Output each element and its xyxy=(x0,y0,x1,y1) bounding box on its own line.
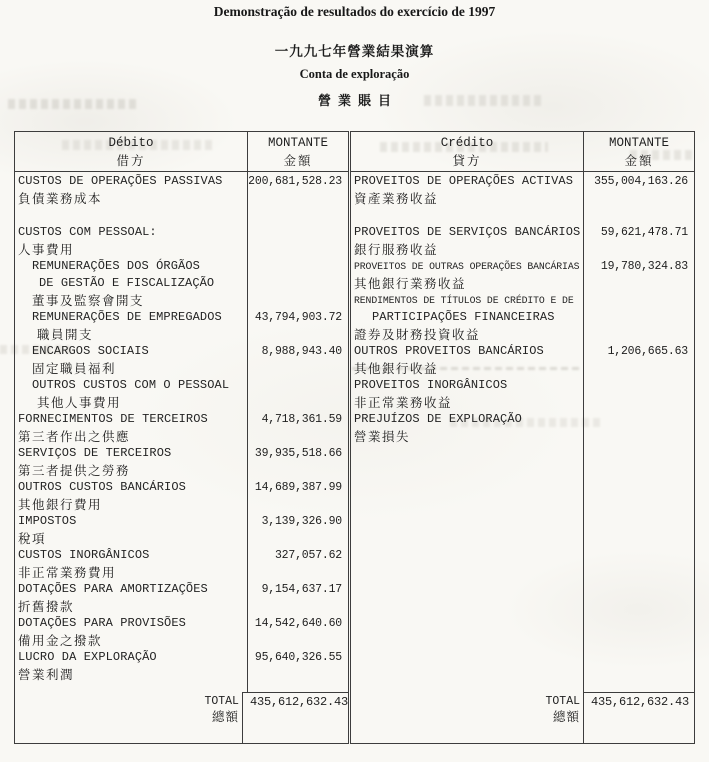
row-amount xyxy=(584,309,694,326)
row-amount: 39,935,518.66 xyxy=(254,447,342,460)
row-label: 其他銀行業務收益 xyxy=(354,276,467,291)
table-row xyxy=(15,479,348,496)
row-label: 職員開支 xyxy=(37,327,94,342)
credit-total-row xyxy=(351,692,694,743)
row-label: CUSTOS COM PESSOAL: xyxy=(18,225,157,239)
row-label: 非正常業務費用 xyxy=(18,565,117,580)
credit-amount-header-cell xyxy=(584,132,694,171)
row-amount xyxy=(584,326,694,343)
row-amount xyxy=(248,326,348,343)
row-label: RENDIMENTOS DE TÍTULOS DE CRÉDITO E DE xyxy=(354,295,574,306)
row-label: 董事及監察會開支 xyxy=(32,293,145,308)
row-amount: 8,988,943.40 xyxy=(261,345,342,358)
row-amount: 327,057.62 xyxy=(274,549,342,562)
row-label: OUTROS PROVEITOS BANCÁRIOS xyxy=(354,344,544,358)
credit-table xyxy=(350,131,695,744)
row-label: 營業損失 xyxy=(354,429,411,444)
row-amount xyxy=(248,360,348,377)
row-label: IMPOSTOS xyxy=(18,514,77,528)
table-row xyxy=(351,241,694,258)
table-row xyxy=(15,632,348,649)
row-amount: 19,780,324.83 xyxy=(600,260,688,273)
page-subtitle-portuguese: Conta de exploração xyxy=(299,67,410,81)
row-amount xyxy=(248,564,348,581)
table-row xyxy=(15,275,348,292)
table-row xyxy=(15,411,348,428)
table-row xyxy=(15,445,348,462)
row-amount: 1,206,665.63 xyxy=(607,345,688,358)
debit-total-row xyxy=(15,692,348,743)
row-amount xyxy=(584,394,694,411)
table-row xyxy=(15,394,348,411)
table-row xyxy=(15,615,348,632)
table-row xyxy=(351,258,694,275)
row-amount xyxy=(248,292,348,309)
table-row xyxy=(351,309,694,326)
debit-amount-header-pt: MONTANTE xyxy=(267,136,328,150)
row-amount xyxy=(248,224,348,241)
row-amount xyxy=(584,207,694,224)
row-label: OUTROS CUSTOS BANCÁRIOS xyxy=(18,480,186,494)
row-label: 其他人事費用 xyxy=(37,395,122,410)
credit-header-label-pt: Crédito xyxy=(440,136,494,150)
row-label: PROVEITOS DE OPERAÇÕES ACTIVAS xyxy=(354,174,574,188)
row-amount: 59,621,478.71 xyxy=(600,226,688,239)
operating-account-table xyxy=(14,131,695,744)
table-row xyxy=(351,326,694,343)
row-label xyxy=(351,207,584,224)
table-row xyxy=(15,666,348,683)
row-amount xyxy=(584,190,694,207)
row-label xyxy=(15,207,248,224)
row-amount xyxy=(248,632,348,649)
row-amount xyxy=(248,598,348,615)
credit-table-header xyxy=(351,132,694,172)
row-label: PROVEITOS INORGÂNICOS xyxy=(354,378,508,392)
row-label: ENCARGOS SOCIAIS xyxy=(32,344,149,358)
row-label: 營業利潤 xyxy=(18,667,75,682)
row-label: LUCRO DA EXPLORAÇÃO xyxy=(18,650,157,664)
row-label: CUSTOS INORGÂNICOS xyxy=(18,548,150,562)
row-label: PROVEITOS DE SERVIÇOS BANCÁRIOS xyxy=(354,225,581,239)
table-row xyxy=(351,411,694,428)
row-amount xyxy=(248,530,348,547)
row-label: 證券及財務投資收益 xyxy=(354,327,481,342)
row-amount xyxy=(248,666,348,683)
row-amount xyxy=(248,496,348,513)
table-row xyxy=(15,343,348,360)
row-label: 第三者作出之供應 xyxy=(18,429,131,444)
credit-total-label-pt: TOTAL xyxy=(545,695,580,708)
table-row xyxy=(15,547,348,564)
row-amount xyxy=(248,428,348,445)
row-amount xyxy=(248,190,348,207)
table-row xyxy=(15,581,348,598)
row-amount xyxy=(248,394,348,411)
row-label: PARTICIPAÇÕES FINANCEIRAS xyxy=(372,310,555,324)
row-label: PROVEITOS DE OUTRAS OPERAÇÕES BANCÁRIAS xyxy=(354,261,580,272)
table-row xyxy=(15,360,348,377)
row-label: DOTAÇÕES PARA PROVISÕES xyxy=(18,616,186,630)
table-row xyxy=(15,598,348,615)
credit-table-body xyxy=(351,172,694,692)
table-row xyxy=(15,649,348,666)
row-amount xyxy=(584,411,694,428)
table-row xyxy=(15,241,348,258)
table-row xyxy=(15,292,348,309)
row-label: 第三者提供之勞務 xyxy=(18,463,131,478)
row-label: 折舊撥款 xyxy=(18,599,75,614)
row-label: 備用金之撥款 xyxy=(18,633,103,648)
row-amount: 200,681,528.23 xyxy=(248,175,342,188)
debit-header-cell xyxy=(15,132,248,171)
table-row xyxy=(15,173,348,190)
debit-table-header xyxy=(15,132,348,172)
row-label: 人事費用 xyxy=(18,242,75,257)
row-label: REMUNERAÇÕES DOS ÓRGÃOS xyxy=(32,259,200,273)
debit-amount-header-cell xyxy=(248,132,348,171)
table-row xyxy=(15,428,348,445)
debit-amount-header-zh: 金額 xyxy=(283,153,313,168)
table-row xyxy=(351,377,694,394)
row-amount: 43,794,903.72 xyxy=(254,311,342,324)
table-row xyxy=(351,190,694,207)
row-label: 負債業務成本 xyxy=(18,191,103,206)
row-label: SERVIÇOS DE TERCEIROS xyxy=(18,446,172,460)
row-amount xyxy=(584,377,694,394)
table-row xyxy=(351,292,694,309)
table-row xyxy=(15,496,348,513)
credit-total-label-zh: 總額 xyxy=(552,709,580,724)
table-row xyxy=(15,326,348,343)
credit-header-label-zh: 貸方 xyxy=(452,153,482,168)
table-row xyxy=(351,207,694,224)
debit-header-label-zh: 借方 xyxy=(116,153,146,168)
row-label: 稅項 xyxy=(18,531,47,546)
table-row xyxy=(351,394,694,411)
row-label: 固定職員福利 xyxy=(32,361,117,376)
row-label: PREJUÍZOS DE EXPLORAÇÃO xyxy=(354,412,522,426)
table-row xyxy=(15,224,348,241)
row-amount xyxy=(584,428,694,445)
table-row xyxy=(15,258,348,275)
row-amount xyxy=(584,360,694,377)
row-label: REMUNERAÇÕES DE EMPREGADOS xyxy=(32,310,222,324)
table-row xyxy=(15,513,348,530)
row-amount xyxy=(584,241,694,258)
row-label: 非正常業務收益 xyxy=(354,395,453,410)
debit-header-label-pt: Débito xyxy=(108,136,154,150)
row-amount: 95,640,326.55 xyxy=(254,651,342,664)
debit-total-label xyxy=(15,692,243,743)
row-amount xyxy=(248,462,348,479)
table-row xyxy=(15,564,348,581)
row-label: 銀行服務收益 xyxy=(354,242,439,257)
row-amount xyxy=(248,207,348,224)
row-amount: 4,718,361.59 xyxy=(261,413,342,426)
row-amount xyxy=(248,275,348,292)
table-row xyxy=(15,309,348,326)
table-row xyxy=(15,530,348,547)
row-label: DOTAÇÕES PARA AMORTIZAÇÕES xyxy=(18,582,208,596)
credit-amount-header-pt: MONTANTE xyxy=(608,136,669,150)
row-amount: 355,004,163.26 xyxy=(594,175,688,188)
row-amount: 3,139,326.90 xyxy=(261,515,342,528)
debit-table xyxy=(14,131,349,744)
row-amount: 9,154,637.17 xyxy=(261,583,342,596)
row-label: OUTROS CUSTOS COM O PESSOAL xyxy=(32,378,230,392)
row-amount xyxy=(584,275,694,292)
debit-table-body xyxy=(15,172,348,692)
row-label: DE GESTÃO E FISCALIZAÇÃO xyxy=(39,276,215,290)
debit-total-label-zh: 總額 xyxy=(211,709,239,724)
table-row xyxy=(15,207,348,224)
table-row xyxy=(351,428,694,445)
debit-total-label-pt: TOTAL xyxy=(204,695,239,708)
table-row xyxy=(351,224,694,241)
credit-header-cell xyxy=(351,132,584,171)
row-label: 其他銀行收益 xyxy=(354,361,439,376)
credit-total-amount: 435,612,632.43 xyxy=(584,692,694,743)
row-label: CUSTOS DE OPERAÇÕES PASSIVAS xyxy=(18,174,223,188)
table-row xyxy=(351,173,694,190)
page-title-chinese: 一九九七年營業結果演算 xyxy=(274,44,435,60)
row-label: FORNECIMENTOS DE TERCEIROS xyxy=(18,412,208,426)
row-amount xyxy=(584,292,694,309)
page-subtitle-chinese: 營業賬目 xyxy=(317,94,398,109)
row-amount xyxy=(248,241,348,258)
row-amount xyxy=(248,377,348,394)
credit-amount-header-zh: 金額 xyxy=(624,153,654,168)
row-label: 資產業務收益 xyxy=(354,191,439,206)
credit-total-label xyxy=(351,692,584,743)
row-amount: 14,542,640.60 xyxy=(254,617,342,630)
table-row xyxy=(351,360,694,377)
table-row xyxy=(351,275,694,292)
table-row xyxy=(15,190,348,207)
row-amount xyxy=(248,258,348,275)
debit-total-amount: 435,612,632.43 xyxy=(243,692,348,743)
row-amount: 14,689,387.99 xyxy=(254,481,342,494)
page-title-portuguese: Demonstração de resultados do exercício de 1997 xyxy=(213,4,496,19)
row-label: 其他銀行費用 xyxy=(18,497,103,512)
table-row xyxy=(15,462,348,479)
table-row xyxy=(351,343,694,360)
table-row xyxy=(15,377,348,394)
